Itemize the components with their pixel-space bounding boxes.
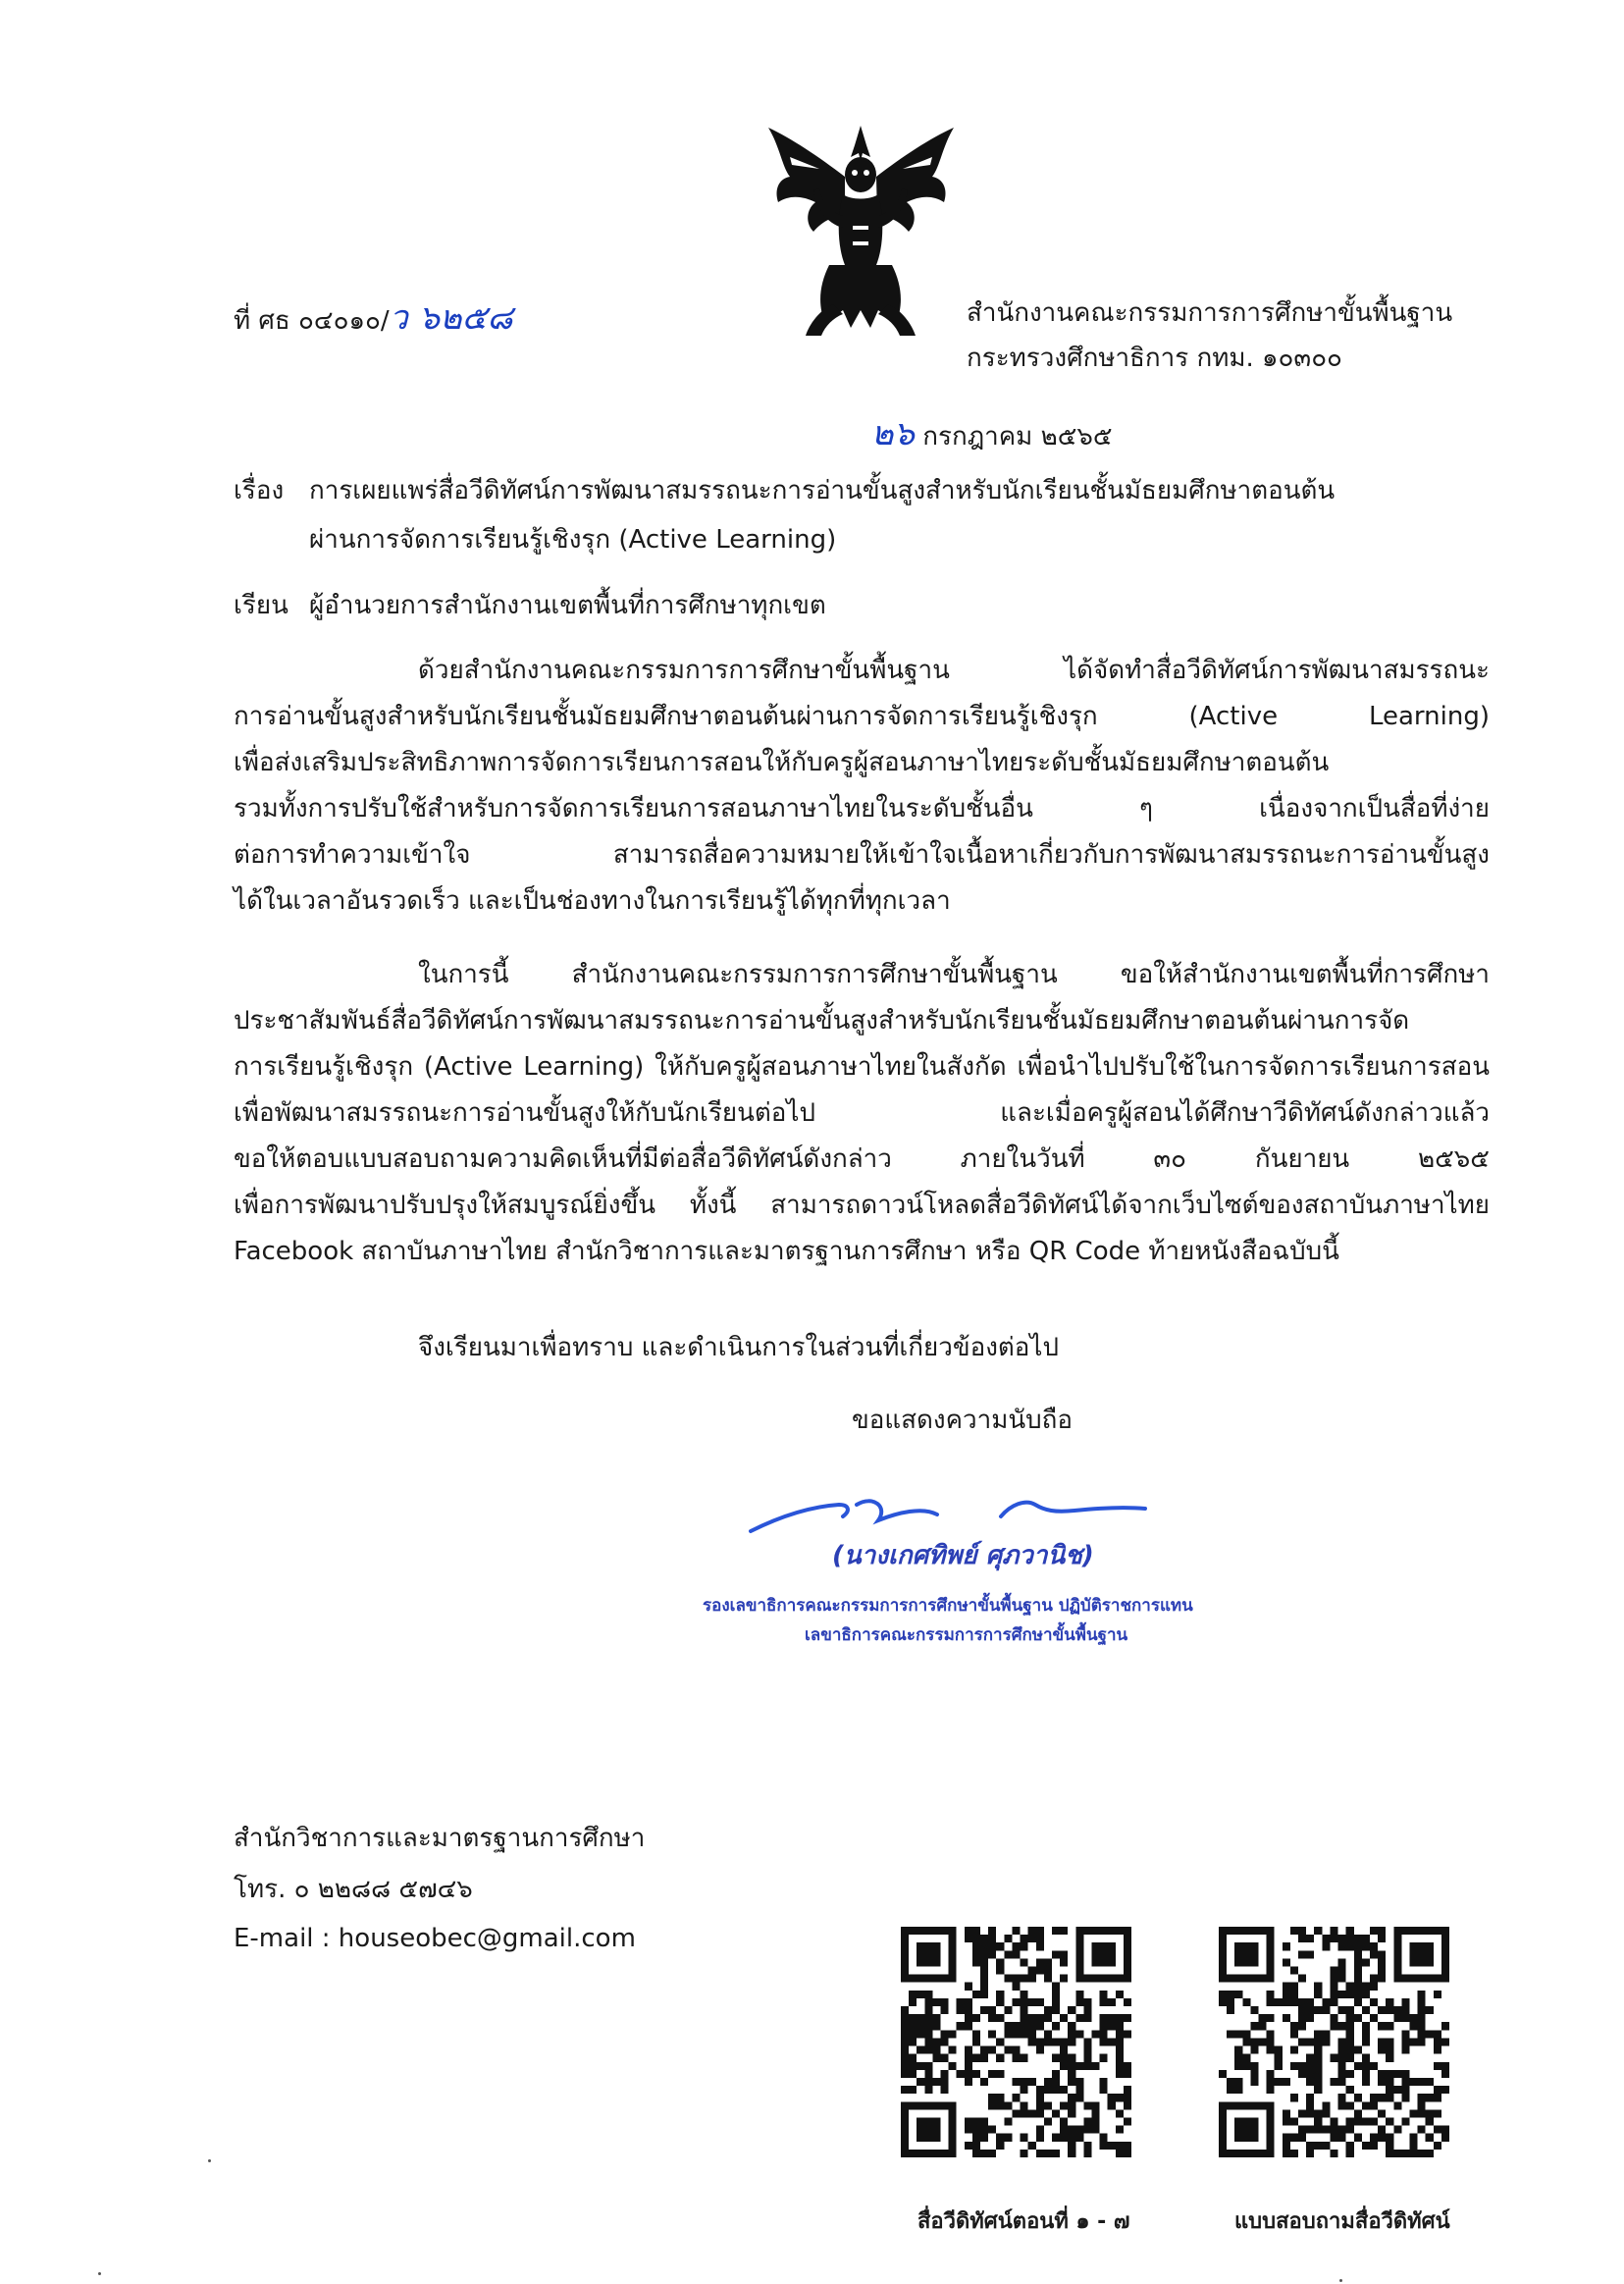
date-month-year: กรกฎาคม ๒๕๖๕	[922, 422, 1113, 451]
qr-code-video-pattern	[901, 1927, 1131, 2157]
signer-title-2: เลขาธิการคณะกรรมการการศึกษาขั้นพื้นฐาน	[805, 1625, 1128, 1645]
qr-code-video[interactable]	[901, 1927, 1131, 2157]
document-number-prefix: ที่ ศธ ๐๔๐๑๐/	[234, 306, 390, 336]
paragraph-line: ขอให้ตอบแบบสอบถามความคิดเห็นที่มีต่อสื่อวีดิทัศน์ดังกล่าว ภายในวันที่ ๓๐ กันยายน ๒๕๖๕	[234, 1144, 1490, 1174]
qr-code-survey[interactable]	[1219, 1927, 1449, 2157]
qr-caption-survey: แบบสอบถามสื่อวีดิทัศน์	[1234, 2209, 1450, 2234]
signer-name: (นางเกศทิพย์ ศุภวานิช)	[832, 1541, 1094, 1570]
paragraph-line: รวมทั้งการปรับใช้สำหรับการจัดการเรียนการสอนภาษาไทยในระดับชั้นอื่น ๆ เนื่องจากเป็นสื่อที่ง่าย	[234, 794, 1490, 823]
subject-line-2: ผ่านการจัดการเรียนรู้เชิงรุก (Active Learning)	[309, 525, 837, 555]
paragraph-line: ด้วยสำนักงานคณะกรรมการการศึกษาขั้นพื้นฐาน ได้จัดทำสื่อวีดิทัศน์การพัฒนาสมรรถนะ	[418, 656, 1490, 685]
paragraph-line: การเรียนรู้เชิงรุก (Active Learning) ให้กับครูผู้สอนภาษาไทยในสังกัด เพื่อนำไปปรับใช้ในการจัดการเรียนการสอน	[234, 1052, 1490, 1082]
body-paragraph-2	[234, 952, 1490, 1275]
sender-line-1: สำนักงานคณะกรรมการการศึกษาขั้นพื้นฐาน	[967, 298, 1453, 328]
document-number	[234, 298, 512, 339]
subject-line-1: การเผยแพร่สื่อวีดิทัศน์การพัฒนาสมรรถนะการอ่านขั้นสูงสำหรับนักเรียนชั้นมัธยมศึกษาตอนต้น	[309, 476, 1336, 505]
scan-speck	[98, 2272, 101, 2275]
closing-request: จึงเรียนมาเพื่อทราบ และดำเนินการในส่วนที่เกี่ยวข้องต่อไป	[418, 1333, 1059, 1362]
date-day-handwritten: ๒๖	[871, 414, 915, 453]
letter-date	[871, 414, 1113, 454]
paragraph-line: การอ่านขั้นสูงสำหรับนักเรียนชั้นมัธยมศึกษาตอนต้นผ่านการจัดการเรียนรู้เชิงรุก (Active Learning)	[234, 702, 1490, 731]
signer-title-1: รองเลขาธิการคณะกรรมการการศึกษาขั้นพื้นฐาน ปฏิบัติราชการแทน	[703, 1596, 1193, 1616]
paragraph-line: เพื่อการพัฒนาปรับปรุงให้สมบูรณ์ยิ่งขึ้น ทั้งนี้ สามารถดาวน์โหลดสื่อวีดิทัศน์ได้จากเว็บไซต์ของสถาบันภาษาไทย	[234, 1191, 1490, 1220]
paragraph-line: Facebook สถาบันภาษาไทย สำนักวิชาการและมาตรฐานการศึกษา หรือ QR Code ท้ายหนังสือฉบับนี้	[234, 1237, 1339, 1266]
signature	[741, 1477, 1153, 1546]
paragraph-line: เพื่อส่งเสริมประสิทธิภาพการจัดการเรียนการสอนให้กับครูผู้สอนภาษาไทยระดับชั้นมัธยมศึกษาตอนต้น	[234, 748, 1330, 777]
contact-phone: โทร. ๐ ๒๒๘๘ ๕๗๔๖	[234, 1875, 473, 1904]
paragraph-line: ได้ในเวลาอันรวดเร็ว และเป็นช่องทางในการเรียนรู้ได้ทุกที่ทุกเวลา	[234, 886, 951, 916]
addressee-label: เรียน	[234, 591, 288, 620]
paragraph-line: เพื่อพัฒนาสมรรถนะการอ่านขั้นสูงให้กับนักเรียนต่อไป และเมื่อครูผู้สอนได้ศึกษาวีดิทัศน์ดังกล่าวแล้ว	[234, 1098, 1490, 1128]
paragraph-line: ต่อการทำความเข้าใจ สามารถสื่อความหมายให้เข้าใจเนื้อหาเกี่ยวกับการพัฒนาสมรรถนะการอ่านขั้นสูง	[234, 840, 1490, 870]
scan-speck	[208, 2159, 211, 2162]
subject-label: เรื่อง	[234, 476, 285, 505]
body-paragraph-1	[234, 648, 1490, 925]
paragraph-line: ในการนี้ สำนักงานคณะกรรมการการศึกษาขั้นพื้นฐาน ขอให้สำนักงานเขตพื้นที่การศึกษา	[418, 960, 1490, 989]
qr-code-survey-pattern	[1219, 1927, 1449, 2157]
scan-speck	[1339, 2279, 1342, 2282]
paragraph-line: ประชาสัมพันธ์สื่อวีดิทัศน์การพัฒนาสมรรถนะการอ่านขั้นสูงสำหรับนักเรียนชั้นมัธยมศึกษาตอนต้นผ่านการจัด	[234, 1006, 1410, 1036]
garuda-emblem	[760, 118, 962, 339]
addressee-text: ผู้อำนวยการสำนักงานเขตพื้นที่การศึกษาทุกเขต	[309, 591, 826, 620]
contact-office: สำนักวิชาการและมาตรฐานการศึกษา	[234, 1824, 646, 1853]
closing-salutation: ขอแสดงความนับถือ	[852, 1406, 1073, 1435]
sender-line-2: กระทรวงศึกษาธิการ กทม. ๑๐๓๐๐	[967, 344, 1342, 373]
contact-email: E-mail : houseobec@gmail.com	[234, 1924, 636, 1953]
qr-caption-video: สื่อวีดิทัศน์ตอนที่ ๑ - ๗	[917, 2209, 1130, 2234]
document-number-handwritten: ว ๖๒๕๘	[389, 298, 513, 338]
